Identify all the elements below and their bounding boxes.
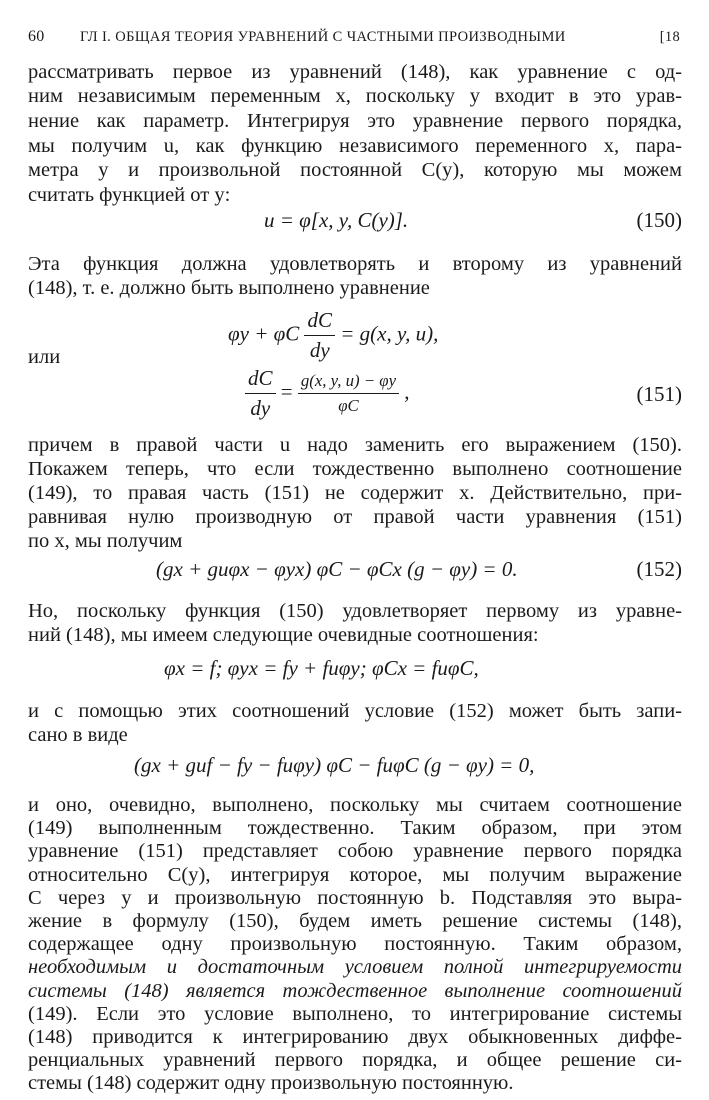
p6-line-11: (148) приводится к интегрированию двух обыкновенных диффе- [28, 1026, 682, 1048]
equation-151-number: (151) [636, 382, 682, 406]
equation-condition-rhs: = g(x, y, u), [340, 321, 439, 346]
p5-line-1: и с помощью этих соотношений условие (152) может быть запи- [28, 700, 682, 722]
p6-line-1: и оно, очевидно, выполнено, поскольку мы считаем соотношение [28, 794, 682, 816]
equation-final [28, 753, 682, 781]
p6-line-6: жение в формулу (150), будем иметь решение системы (148), [28, 910, 682, 932]
page-number: 60 [28, 28, 45, 45]
p2-line-2: (148), т. е. должно быть выполнено уравнение [28, 277, 430, 299]
equation-150-formula: u = φ[x, y, C(y)]. [264, 208, 409, 232]
equation-152-formula: (gx + guφx − φyx) φC − φCx (g − φy) = 0. [156, 557, 518, 581]
p6-line-8: необходимым и достаточным условием полной интегрируемости [28, 956, 682, 979]
equation-152-number: (152) [636, 557, 682, 581]
p6-line-7: содержащее одну произвольную постоянную. Таким образом, [28, 933, 682, 956]
p1-line-2: ним независимым переменным x, поскольку y входит в это урав- [28, 85, 682, 107]
equation-relations-formula: φx = f; φyx = fy + fuφy; φCx = fuφC, [164, 656, 479, 680]
fraction-dc-dy: $\frac{dC}{dy}$ [304, 308, 335, 363]
running-header [28, 22, 682, 50]
equation-condition-lhs: φy + φC [228, 321, 300, 346]
p3-line-4: равнивая нулю производную от правой части уравнения (151) [28, 506, 682, 528]
p1-line-3: нение как параметр. Интегрируя это уравнение первого порядка, [28, 110, 682, 132]
p6-line-4: относительно C(y), интегрируя которое, мы получим выражение [28, 863, 682, 886]
p6-line-10: (149). Если это условие выполнено, то интегрирование системы [28, 1002, 682, 1025]
p3-line-1: причем в правой части u надо заменить его выражением (150). [28, 434, 682, 456]
equation-relations [28, 656, 682, 684]
equation-final-formula: (gx + guf − fy − fuφy) φC − fuφC (g − φy) = 0, [134, 753, 535, 777]
p6-line-5: C через y и произвольную постоянную b. Подставляя это выра- [28, 886, 682, 909]
p6-line-12: ренциальных уравнений первого порядка, и общее решение си- [28, 1049, 682, 1072]
equation-152 [28, 557, 682, 585]
p1-line-1: рассматривать первое из уравнений (148), как уравнение с од- [28, 61, 682, 83]
p4-line-2: ний (148), мы имеем следующие очевидные соотношения: [28, 624, 539, 646]
p6-line-13: стемы (148) содержит одну произвольную постоянную. [28, 1072, 514, 1095]
p1-line-4: мы получим u, как функцию независимого переменного x, пара- [28, 135, 682, 157]
p4-line-1: Но, поскольку функция (150) удовлетворяет первому из уравне- [28, 600, 682, 622]
equation-151-lhs: $\frac{dC}{dy}$ [245, 366, 276, 421]
p3-line-2: Покажем теперь, что если тождественно выполнено соотношение [28, 458, 682, 480]
p3-line-3: (149), то правая часть (151) не содержит x. Действительно, при- [28, 482, 682, 504]
p5-line-2: сано в виде [28, 724, 128, 746]
p6-line-9: системы (148) является тождественное выполнение соотношений [28, 979, 682, 1002]
running-title: ГЛ I. ОБЩАЯ ТЕОРИЯ УРАВНЕНИЙ С ЧАСТНЫМИ ПРОИЗВОДНЫМИ [80, 29, 566, 45]
equation-151-rhs: $\frac{g(x, y, u) - \varphi y}{\varphi C}$ [298, 371, 399, 416]
p2-line-1: Эта функция должна удовлетворять и второму из уравнений [28, 253, 682, 275]
section-number: [18 [659, 29, 680, 45]
or-word: или [28, 346, 61, 368]
p6-line-2: (149) выполненным тождественно. Таким образом, при этом [28, 817, 682, 840]
equation-150 [28, 208, 682, 236]
equation-151: $\frac{dC}{dy}$ = $\frac{g(x, y, u) - \varphi y}{\varphi C}$ , (151) [28, 364, 682, 424]
equation-150-number: (150) [636, 208, 682, 232]
p3-line-5: по x, мы получим [28, 530, 183, 552]
p1-line-6: считать функцией от y: [28, 184, 231, 206]
p6-line-3: уравнение (151) представляет собою уравнение первого порядка [28, 840, 682, 863]
p1-line-5: метра y и произвольной постоянной C(y), которую мы можем [28, 159, 682, 181]
